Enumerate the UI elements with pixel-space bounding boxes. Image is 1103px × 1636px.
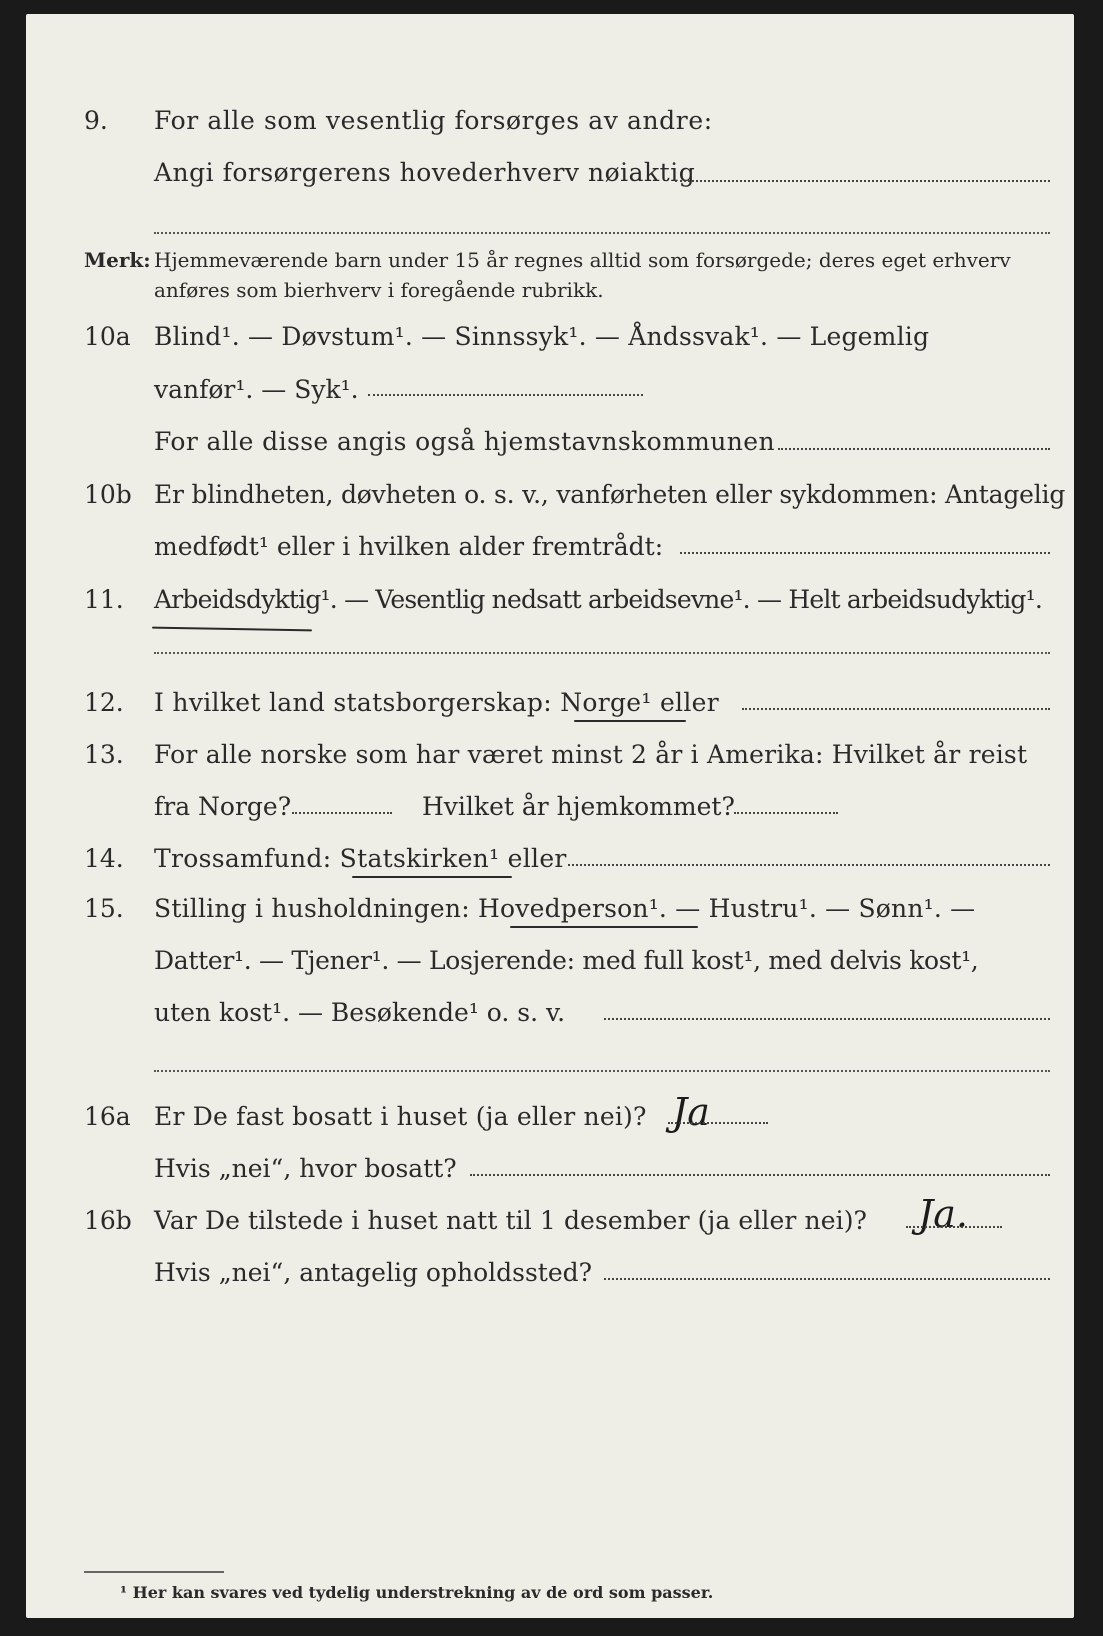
question-text: vanfør¹. — Syk¹.: [154, 375, 359, 404]
handwritten-answer-16a: Ja: [672, 1090, 710, 1134]
answer-field-9-continued[interactable]: [154, 232, 1050, 234]
question-text: Angi forsørgerens hovederhverv nøiaktig: [154, 158, 696, 187]
answer-field-16b-opholdssted[interactable]: [604, 1278, 1050, 1280]
question-number: 16a: [84, 1102, 131, 1131]
answer-field-16a[interactable]: [668, 1122, 768, 1124]
question-text: Datter¹. — Tjener¹. — Losjerende: med full kost¹, med delvis kost¹,: [154, 946, 979, 975]
question-text: Er De fast bosatt i huset (ja eller nei)?: [154, 1102, 647, 1131]
footnote-divider: [84, 1571, 224, 1573]
question-text: Stilling i husholdningen: Hovedperson¹. — Hustru¹. — Sønn¹. —: [154, 894, 976, 923]
selection-underline-norge: [574, 720, 686, 722]
merk-text: Hjemmeværende barn under 15 år regnes alltid som forsørgede; deres eget erhverv: [154, 248, 1011, 272]
question-text: I hvilket land statsborgerskap: Norge¹ eller: [154, 688, 719, 717]
answer-field-13-hjemkommet[interactable]: [734, 812, 838, 814]
question-number: 14.: [84, 844, 124, 873]
question-number: 10a: [84, 322, 131, 351]
answer-field-13-reist[interactable]: [292, 812, 392, 814]
question-text: Blind¹. — Døvstum¹. — Sinnssyk¹. — Åndssvak¹. — Legemlig: [154, 322, 930, 351]
question-text: Trossamfund: Statskirken¹ eller: [154, 844, 567, 873]
answer-field-15-continued[interactable]: [154, 1070, 1050, 1072]
question-number: 9.: [84, 106, 108, 135]
answer-field-11[interactable]: [154, 652, 1050, 654]
footnote: ¹ Her kan svares ved tydelig understrekning av de ord som passer.: [120, 1583, 714, 1602]
question-text: Arbeidsdyktig¹. — Vesentlig nedsatt arbeidsevne¹. — Helt arbeidsudyktig¹.: [154, 585, 1042, 614]
question-text: Var De tilstede i huset natt til 1 desember (ja eller nei)?: [154, 1206, 868, 1235]
question-text: Hvilket år hjemkommet?: [422, 792, 735, 821]
question-number: 16b: [84, 1206, 132, 1235]
question-number: 10b: [84, 480, 132, 509]
question-number: 15.: [84, 894, 124, 923]
question-text: For alle disse angis også hjemstavnskommunen: [154, 427, 775, 456]
question-text: fra Norge?: [154, 792, 292, 821]
selection-underline-statskirken: [352, 876, 512, 878]
question-text: Hvis „nei“, antagelig opholdssted?: [154, 1258, 593, 1287]
question-text: Er blindheten, døvheten o. s. v., vanførheten eller sykdommen: Antagelig: [154, 480, 1066, 509]
question-text: uten kost¹. — Besøkende¹ o. s. v.: [154, 998, 566, 1027]
question-number: 12.: [84, 688, 124, 717]
answer-field-9[interactable]: [675, 180, 1050, 182]
merk-label: Merk:: [84, 248, 151, 272]
selection-underline-hovedperson: [510, 926, 698, 928]
answer-field-15[interactable]: [604, 1018, 1050, 1020]
question-text: For alle som vesentlig forsørges av andre:: [154, 106, 713, 135]
answer-field-16b[interactable]: [906, 1226, 1002, 1228]
answer-field-10a-hjemstavn[interactable]: [778, 448, 1050, 450]
question-text: Hvis „nei“, hvor bosatt?: [154, 1154, 457, 1183]
question-text: medfødt¹ eller i hvilken alder fremtrådt:: [154, 532, 664, 561]
answer-field-10b[interactable]: [680, 552, 1050, 554]
question-text: For alle norske som har været minst 2 år i Amerika: Hvilket år reist: [154, 740, 1028, 769]
answer-field-14[interactable]: [568, 864, 1050, 866]
handwritten-answer-16b: Ja.: [918, 1192, 968, 1236]
question-number: 11.: [84, 585, 124, 614]
answer-field-12[interactable]: [742, 708, 1050, 710]
answer-field-10a-syk[interactable]: [368, 394, 643, 396]
question-number: 13.: [84, 740, 124, 769]
answer-field-16a-bosatt[interactable]: [470, 1174, 1050, 1176]
merk-text: anføres som bierhverv i foregående rubrikk.: [154, 278, 604, 302]
